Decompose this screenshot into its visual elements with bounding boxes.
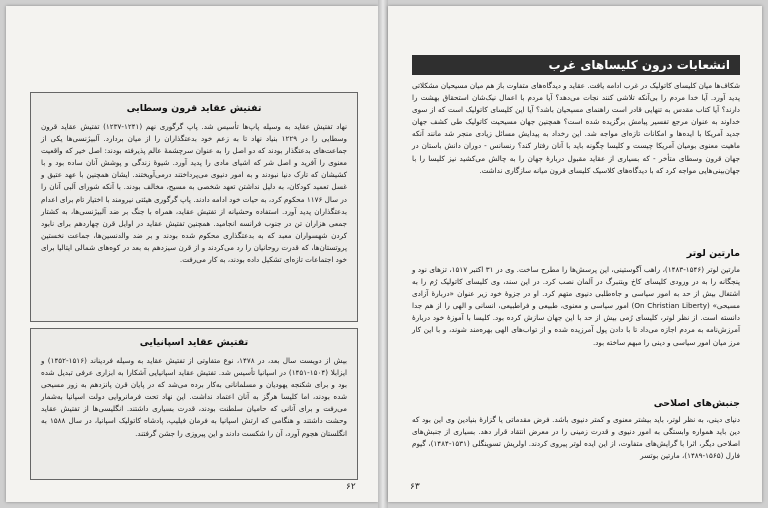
section-body-spanish-inquisition: بیش از دویست سال بعد، در ۱۴۷۸، نوع متفاوتی از تفتیش عقاید به وسیله فردیناند (۱۵۱۶-۱۴۵۲) و ایزابلا (۱۵۰۴-۱۴۵۱) در اسپانیا تأسیس شد. تفتیش عقاید اسپانیایی آشکارا به ابزاری عرفی تبدیل شده بود و برای شکنجه یهودیان و مسلمانانی به‌کار برده می‌شد که در پایان قرن پانزدهم به زور مسیحی شده بودند، اما کلیسا هرگز به آنان اعتماد نداشت. این نهاد تحت فرمانروایی دولت اسپانیا به‌شمار می‌رفت و برای آنانی که حامیان سلطنت بودند، قدرت بسیاری داشتند. انگلیسی‌ها از تفتیش عقاید وحشت داشتند و هنگامی که ارتش اسپانیا به فرمان فیلیپ، پادشاه کاتولیک اسپانیا، در سال ۱۵۸۸ به انگلستان هجوم آورد، آن را شکست دادند و این پیروزی را جشن گرفتند. — [41, 356, 348, 438]
section-title-martin-luther: مارتین لوتر — [686, 248, 740, 259]
right-page — [388, 6, 762, 502]
section-title-reform-movements: جنبش‌های اصلاحی — [653, 398, 740, 409]
section-box-spanish-inquisition — [30, 328, 358, 480]
chapter-intro-paragraph: شکاف‌ها میان کلیسای کاتولیک در غرب ادامه یافت. عقاید و دیدگاه‌های متفاوت باز هم میان مسیحیان مشکلاتی پدید آورد. آیا خدا مردم را بی‌آنکه تلاشی کنند نجات می‌دهد؟ آیا مردم با اعمال نیک‌شان استحقاق بهشت را دارند؟ آیا کتاب مقدس به تنهایی قادر است راهنمای مسیحیان باشد؟ آیا این کلیسای کاتولیک است که از سوی خداوند به عنوان مرجع تفسیر پیامش برگزیده شده است؟ همچنین جهان مسیحیت کاتولیک طی کشف جهان جدید آمریکا با ایده‌ها و امکانات تازه‌ای مواجه شد. این رخداد به پیدایش مسائل زیادی منجر شد مانند آنکه ماهیت معنوی بومیان آمریکا چیست و کلیسا چگونه باید با آنان رفتار کند؟ رنسانس - دوران دانش باستان در جهان قرون وسطای متأخر - که بسیاری از عقاید مقبول دربارهٔ جهان را به چالش می‌کشید نیز کلیسا را با جهان‌بینی‌هایی مواجه کرد که با دیدگاه‌های کلاسیک کلیسای قرون میانه سازگاری نداشت. — [412, 81, 740, 175]
book-gutter — [378, 0, 388, 508]
page-number-right: ۶۳ — [410, 482, 420, 492]
chapter-banner-title: انشعابات درون کلیساهای غرب — [412, 55, 740, 75]
section-body-reform-movements: دنیای دینی، به نظر لوتر، باید بیشتر معنوی و کمتر دنیوی باشد. فرض مقدماتی یا گزارهٔ بنیادین وی این بود که دین باید همواره وابستگی به امور دنیوی و قدرت زمینی را در معرض انتقاد قرار دهد. بسیاری از جنبش‌های اصلاحی دیگر، اثرا با گرایش‌های متفاوت، از این ایده لوتر پیروی کردند. اولریش تسوینگلی (۱۵۳۱-۱۴۸۴)، گیوم فارل (۱۵۶۵-۱۴۸۹)، مارتین بوتسر — [412, 415, 740, 461]
left-page — [6, 6, 378, 502]
section-box-medieval-inquisition — [30, 92, 358, 322]
section-body-medieval-inquisition: نهاد تفتیش عقاید به وسیله پاپ‌ها تأسیس شد. پاپ گرگوری نهم (۱۲۴۱-۱۲۳۷) تفتیش عقاید قرون وسطایی را در ۱۲۲۹ بنیاد نهاد تا به زعم خود بدعتگذاران را از میان بردارد. آلبیژنسی‌ها یکی از جماعت‌های بدعتگذار بودند که دو اصل را به عنوان سرچشمهٔ عالم پذیرفته بودند: اصل خیر که واقعیت معنوی را آفرید و اصل شر که اشیای مادی را پدید آورد. شیوهٔ زندگی و پوشش آنان ساده بود و با کشیشان که تارک دنیا نبودند و به امور دنیوی می‌پرداختند درمی‌آویختند. ایشان همچنین با عهد عتیق و غسل تعمید کودکان، به دلیل نداشتن تعهد شخصی به مسیح، مخالف بودند. با آنکه شورای آلبی آنان را در سال ۱۱۷۶ محکوم کرد، به حیات خود ادامه دادند. پاپ گرگوری هیئتی نیرومند با اختیار تام برای اعدام بدعتگذاران پدید آورد. استفاده وحشیانه از تفتیش عقاید، همراه با جنگ بر ضد آلبیژنسی‌ها، به کشتار جمعی هزاران تن در جنوب فرانسه انجامید. همچنین تفتیش عقاید در اوایل قرن چهاردهم برای نابود کردن شهسواران معبد که به بدعتگذاری محکوم شده بودند و بر ضد والدنسین‌ها، جماعت نخستین پروتستان‌ها، که قدرت روحانیان را رد می‌کردند و از قرن سیزدهم به بعد در کوه‌های شمالی ایتالیا برای خود اجتماعات تازه‌ای تشکیل داده بودند، به کار می‌رفت. — [41, 122, 347, 265]
page-number-left: ۶۲ — [346, 482, 356, 492]
section-title-medieval-inquisition: تفتیش عقاید قرون وسطایی — [126, 103, 262, 114]
section-body-martin-luther: مارتین لوتر (۱۵۴۶-۱۴۸۳)، راهب آگوستینی، این پرسش‌ها را مطرح ساخت. وی در ۳۱ اکتبر ۱۵۱۷، تزهای نود و پنجگانه را به در ورودی کلیسای کاخ ویتنبرگ در آلمان نصب کرد. در این سند، وی کلیسای کاتولیک رُم را به اشتغال بیش از حد به امور سیاسی و جاه‌طلبی دنیوی متهم کرد. او در جزوهٔ خود زیر عنوان «دربارهٔ آزادی مسیحی» (On Christian Liberty) امور سیاسی و معنوی، طبیعی و فراطبیعی، انسانی و الهی را از هم جدا دانسته است. از نظر لوتر، کلیسای رُمی بیش از حد با این جهان سازش کرده بود. کلیسا با آموزهٔ خود دربارهٔ آمرزش‌نامه به مردم اجازه می‌داد تا با دادن پول آمرزیده شده و از تو‌اب‌های الهی بهره‌مند شوند، و با این کار مرز میان امور سیاسی و دینی را مبهم ساخته بود. — [412, 265, 740, 347]
section-title-spanish-inquisition: تفتیش عقاید اسپانیایی — [139, 337, 249, 348]
